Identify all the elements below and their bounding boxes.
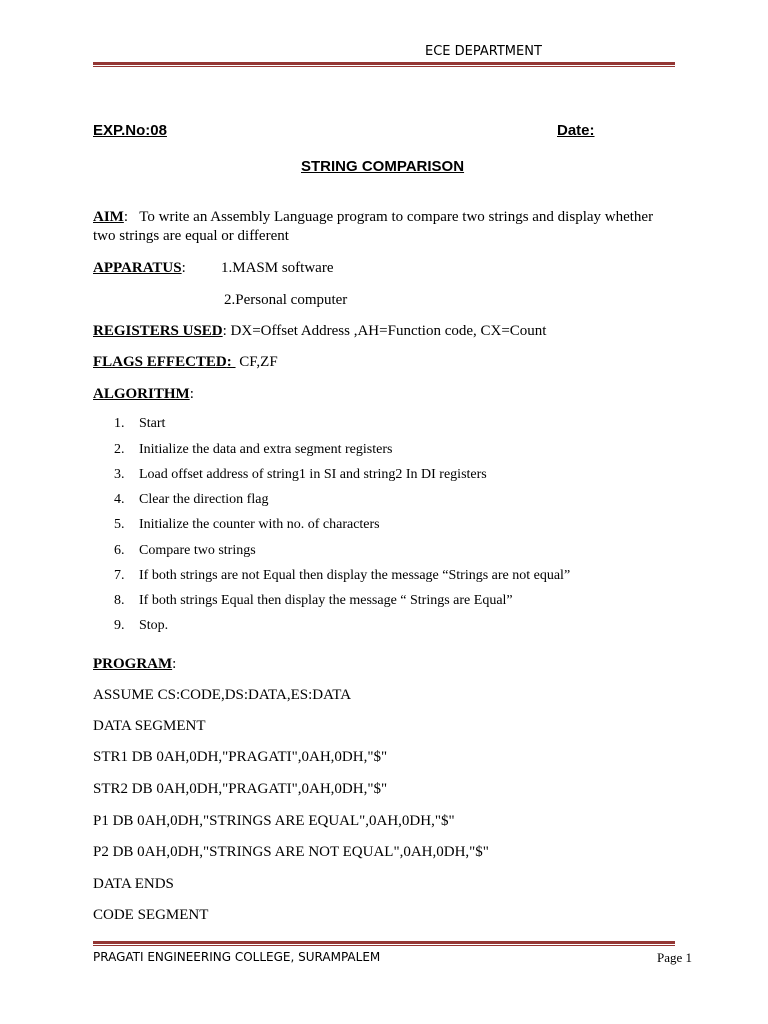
apparatus-item-1: 1.MASM software — [221, 260, 334, 276]
algorithm-heading: ALGORITHM: — [93, 386, 194, 402]
footer-college: PRAGATI ENGINEERING COLLEGE, SURAMPALEM — [93, 950, 381, 964]
list-item: 8. — [114, 593, 125, 608]
list-item: 3. — [114, 467, 125, 482]
code-line: CODE SEGMENT — [93, 907, 209, 923]
aim-line1: To write an Assembly Language program to compare two strings and display whether — [139, 209, 654, 225]
registers-line — [93, 322, 546, 341]
date-label: Date: — [557, 122, 595, 139]
code-line: STR1 DB 0AH,0DH,"PRAGATI",0AH,0DH,"$" — [93, 749, 388, 765]
program-heading: PROGRAM: — [93, 656, 177, 672]
flags-value: CF,ZF — [239, 354, 278, 370]
list-item: 4. — [114, 492, 125, 507]
code-line: STR2 DB 0AH,0DH,"PRAGATI",0AH,0DH,"$" — [93, 781, 388, 797]
footer-page-number: Page 1 — [657, 950, 693, 965]
code-line: P1 DB 0AH,0DH,"STRINGS ARE EQUAL",0AH,0DH,"$" — [93, 813, 455, 829]
flags-line: FLAGS EFFECTED: CF,ZF — [93, 354, 278, 370]
list-item: 5. — [114, 517, 125, 532]
registers-value: : DX=Offset Address ,AH=Function code, CX=Count — [222, 323, 547, 339]
header-rule — [93, 62, 675, 67]
list-item-text: Compare two strings — [139, 543, 256, 558]
list-item-text: Initialize the counter with no. of characters — [139, 517, 380, 532]
program-label: PROGRAM — [93, 656, 173, 672]
list-item-text: Load offset address of string1 in SI and string2 In DI registers — [139, 467, 487, 482]
list-item-text: Stop. — [139, 618, 169, 633]
exp-number: EXP.No:08 — [93, 122, 167, 139]
list-item: 2. — [114, 442, 125, 457]
flags-label: FLAGS EFFECTED — [93, 354, 227, 370]
list-item: 9. — [114, 618, 125, 633]
page-title: STRING COMPARISON — [301, 158, 465, 175]
list-item-text: Initialize the data and extra segment registers — [139, 442, 393, 457]
list-item-text: Clear the direction flag — [139, 492, 269, 507]
code-line: ASSUME CS:CODE,DS:DATA,ES:DATA — [93, 687, 352, 703]
aim-line2: two strings are equal or different — [93, 228, 289, 244]
footer-rule — [93, 941, 675, 946]
registers-label: REGISTERS USED — [93, 323, 223, 339]
apparatus-label: APPARATUS — [93, 260, 182, 276]
apparatus-label-line: APPARATUS: — [93, 260, 186, 276]
aim-label: AIM — [93, 209, 124, 225]
list-item: 7. — [114, 568, 125, 583]
list-item: 1. — [114, 416, 125, 431]
list-item: 6. — [114, 543, 125, 558]
code-line: P2 DB 0AH,0DH,"STRINGS ARE NOT EQUAL",0AH,0DH,"$" — [93, 844, 489, 860]
algorithm-label: ALGORITHM — [93, 386, 190, 402]
list-item-text: If both strings Equal then display the message “ Strings are Equal” — [139, 593, 513, 608]
apparatus-item-2: 2.Personal computer — [224, 292, 348, 308]
code-line: DATA ENDS — [93, 876, 174, 892]
list-item-text: Start — [139, 416, 166, 431]
list-item-text: If both strings are not Equal then display the message “Strings are not equal” — [139, 568, 571, 583]
header-department: ECE DEPARTMENT — [425, 44, 542, 59]
aim-paragraph: AIM: To write an Assembly Language program to compare two strings and display whether two strings are equal or different — [93, 209, 654, 244]
code-line: DATA SEGMENT — [93, 718, 206, 734]
